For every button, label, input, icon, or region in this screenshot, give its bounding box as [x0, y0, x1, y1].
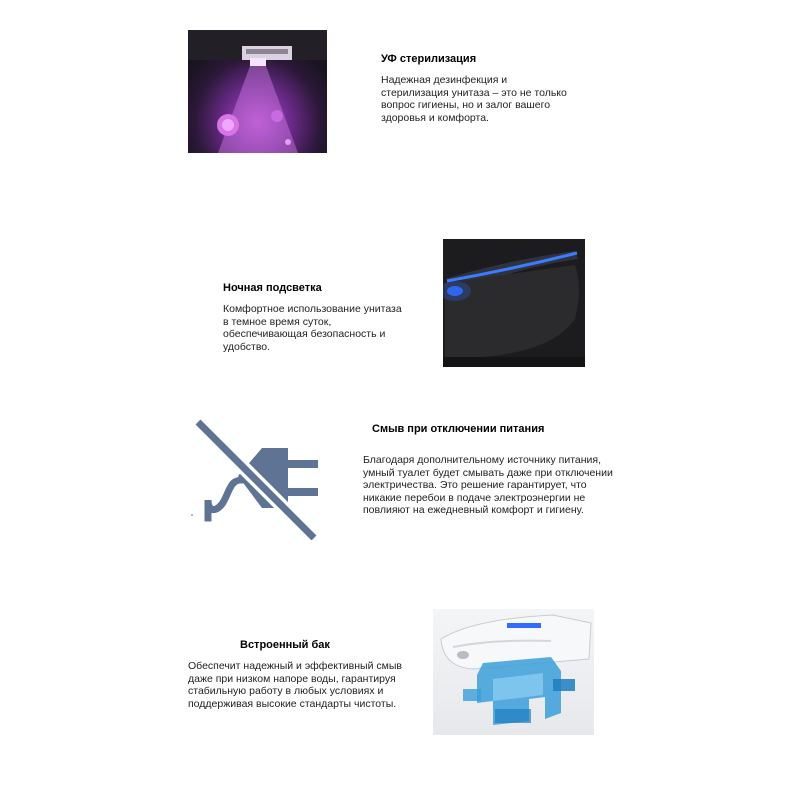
desc-line: Надежная дезинфекция и — [381, 74, 508, 86]
built-in-tank-section — [188, 638, 428, 710]
desc-line: Обеспечит надежный и эффективный смыв — [188, 660, 402, 672]
section-title: Ночная подсветка — [223, 282, 322, 294]
section-description — [381, 74, 641, 124]
built-in-tank-photo-icon — [433, 609, 594, 735]
desc-line: Благодаря дополнительному источнику питания, — [363, 454, 601, 466]
desc-line: здоровья и комфорта. — [381, 111, 489, 124]
desc-line: стабильную работу в любых условиях и — [188, 685, 384, 698]
section-description — [223, 303, 433, 353]
section-title: Смыв при отключении питания — [372, 423, 545, 435]
desc-line: стерилизация унитаза – это не только — [381, 86, 567, 99]
section-title: Встроенный бак — [240, 639, 330, 651]
night-light-photo-icon — [443, 239, 585, 367]
night-light-section — [223, 281, 433, 353]
section-title: УФ стерилизация — [381, 53, 477, 65]
desc-line: даже при низком напоре воды, гарантируя — [188, 672, 396, 685]
desc-line: обеспечивающая безопасность и — [223, 328, 386, 341]
desc-line: повлияют на ежедневный комфорт и гигиену. — [363, 504, 584, 517]
desc-line: вопрос гигиены, но и залог вашего — [381, 99, 551, 112]
desc-line: в темное время суток, — [223, 315, 332, 328]
uv-section — [381, 52, 641, 124]
no-power-plug-icon — [190, 418, 320, 540]
night-light-image — [443, 239, 585, 367]
desc-line: поддерживая высокие стандарты чистоты. — [188, 697, 397, 710]
desc-line: удобство. — [223, 340, 271, 353]
uv-sterilization-photo-icon — [188, 30, 327, 153]
desc-line: умный туалет будет смывать даже при отключении — [363, 466, 613, 479]
uv-sterilization-image — [188, 30, 327, 153]
desc-line: Комфортное использование унитаза — [223, 303, 402, 315]
power-outage-section — [363, 422, 663, 517]
desc-line: никакие перебои в подаче электроэнергии не — [363, 491, 586, 504]
section-description — [188, 660, 428, 710]
built-in-tank-image — [433, 609, 594, 735]
section-description — [363, 454, 663, 517]
desc-line: электричества. Это решение гарантирует, что — [363, 479, 587, 492]
